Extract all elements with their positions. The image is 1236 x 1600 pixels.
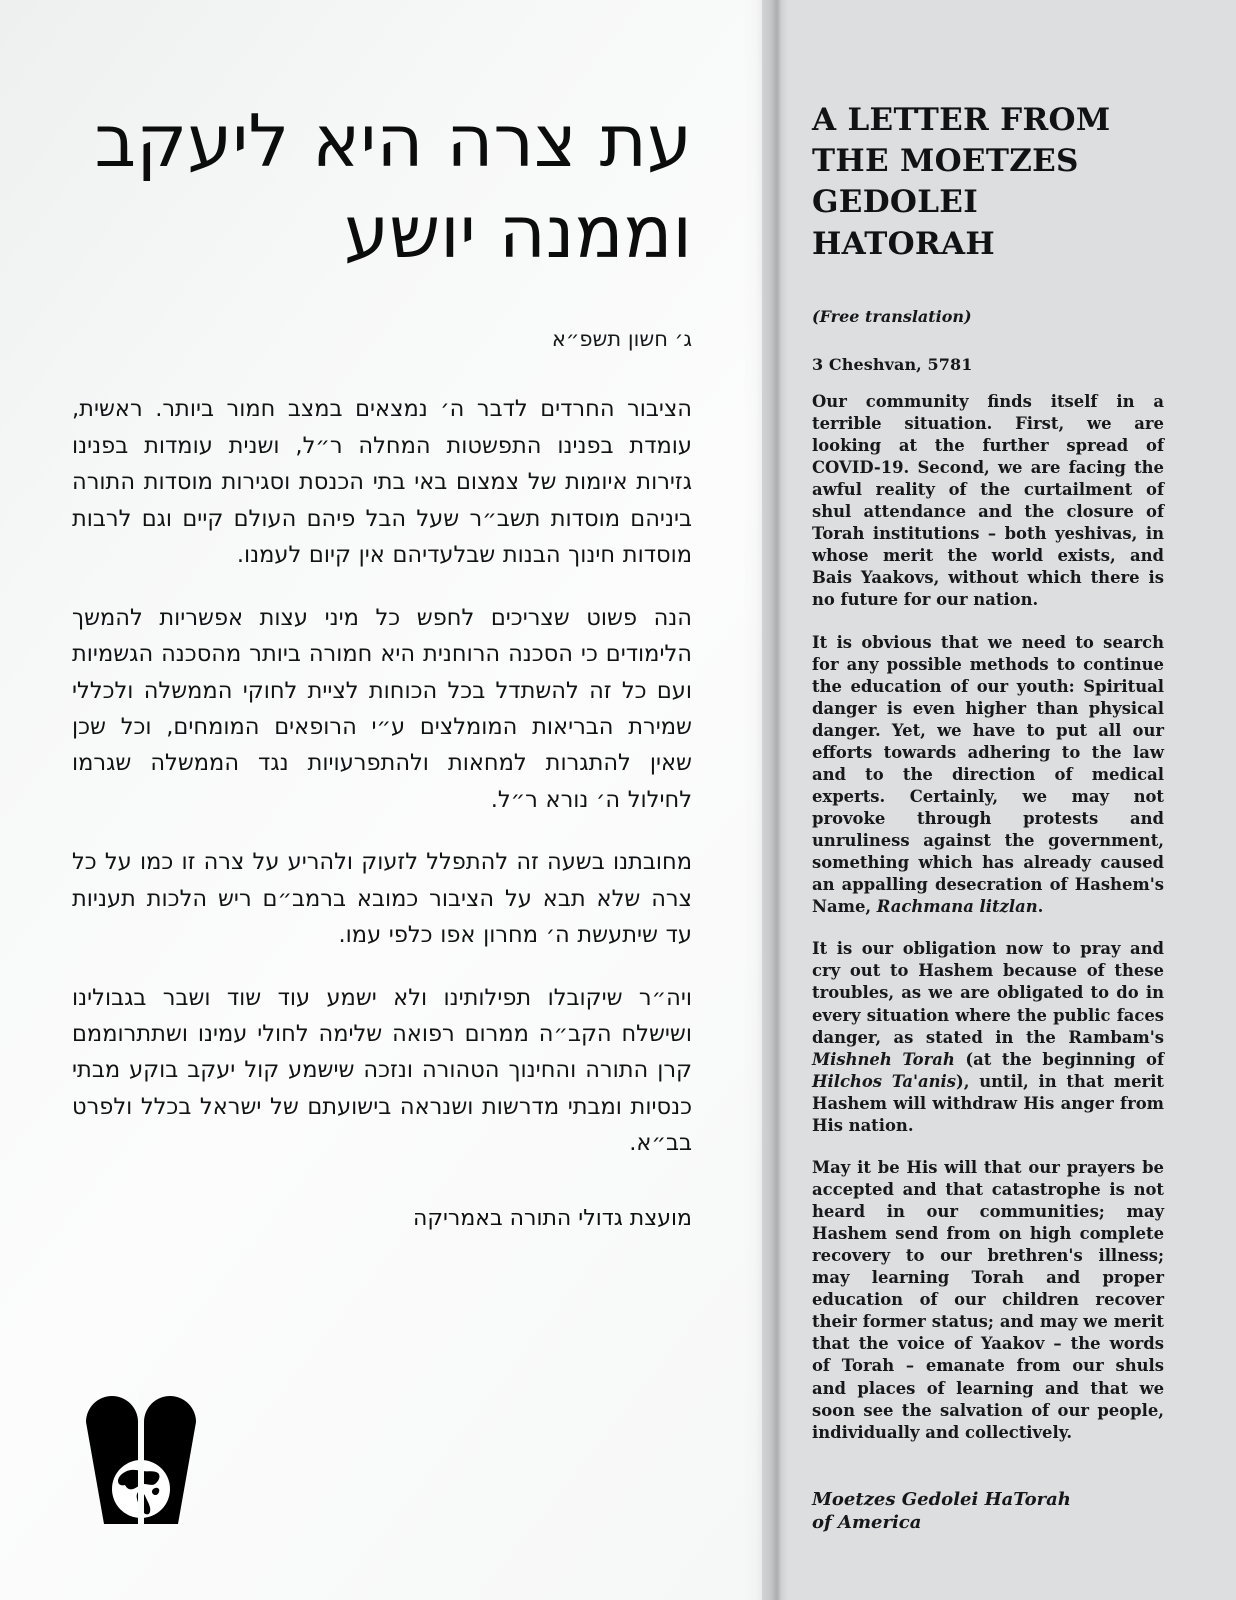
hebrew-body xyxy=(72,351,692,1161)
hebrew-headline: עת צרה היא ליעקב וממנה יושע xyxy=(94,99,692,274)
english-signature-line1: Moetzes Gedolei HaTorah xyxy=(812,1488,1071,1510)
english-body xyxy=(812,374,1164,1444)
english-headline: A LETTER FROM THE MOETZES GEDOLEI HATORAH xyxy=(812,102,1111,262)
english-paragraph: May it be His will that our prayers be accepted and that catastrophe is not heard in our communities; may Hashem send from on high complete recovery to our brethren's illness; may learning Torah and proper education of our children recover their former status; and may we merit that the voice of Yaakov – the words of Torah – emanate from our shuls and places of learning and that we soon see the salvation of our people, individually and collectively. xyxy=(812,1157,1164,1442)
english-paragraph: Our community finds itself in a terrible situation. First, we are looking at the further spread of COVID-19. Second, we are facing the awful reality of the curtailment of shul attendance and the closure of Torah institutions – both yeshivas, in whose merit the world exists, and Bais Yaakovs, without which there is no future for our nation. xyxy=(812,391,1164,610)
hebrew-paragraph: הנה פשוט שצריכים לחפש כל מיני עצות אפשריות להמשך הלימודים כי הסכנה הרוחנית היא חמורה ביותר מהסכנה הגשמיות ועם כל זה להשתדל בכל הכוחות לציית לחוקי הממשלה ולכללי שמירת הבריאות המומלצים ע״י הרופאים המומחים, וכל שכן שאין להתגרות למחאות ולהתפרעויות נגד הממשלה שגרמו לחילול ה׳ נורא ר״ל. xyxy=(72,604,692,813)
english-signature-line2: of America xyxy=(812,1512,922,1534)
agudah-logo xyxy=(82,1392,200,1524)
english-date: 3 Cheshvan, 5781 xyxy=(812,354,973,374)
hebrew-paragraph: ויה״ר שיקובלו תפילותינו ולא ישמע עוד שוד ושבר בגבולינו ושישלח הקב״ה ממרום רפואה שלימה לחולי עמינו ושתתרוממם קרן התורה והחינוך הטהורה ונזכה שישמע קול יעקב בוקע מבתי כנסיות ומבתי מדרשות ושנראה בישועתם של ישראל בכלל ולפרט בב״א. xyxy=(72,984,692,1157)
english-signature xyxy=(812,1464,1164,1535)
free-translation-note: (Free translation) xyxy=(812,306,972,326)
hebrew-paragraph: מחובתנו בשעה זה להתפלל לזעוק ולהריע על צרה זו כמו על כל צרה שלא תבא על הציבור כמובא ברמב״ם ריש הלכות תעניות עד שיתעשת ה׳ מחרון אפו כלפי עמו. xyxy=(72,849,692,949)
hebrew-paragraph: הציבור החרדים לדבר ה׳ נמצאים במצב חמור ביותר. ראשית, עומדת בפנינו התפשטות המחלה ר״ל, ושנית עומדות בפנינו גזירות איומות של צמצום באי בתי הכנסת וסגירות מוסדות התורה ביניהם מוסדות תשב״ר שעל הבל פיהם העולם קיים וגם לרבות מוסדות חינוך הבנות שבלעדיהם אין קיום לעמנו. xyxy=(72,396,692,569)
hebrew-content xyxy=(72,0,692,1600)
hebrew-date: ג׳ חשון תשפ״א xyxy=(551,327,692,352)
tablet-gap xyxy=(138,1392,144,1524)
english-paragraph: It is obvious that we need to search for any possible methods to continue the education of our youth: Spiritual danger is even higher than physical danger. Yet, we have to put all our efforts towards adhering to the law and to the direction of medical experts. Certainly, we may not provoke through protests and unruliness against the government, something which has already caused an appalling desecration of Hashem's Name, Rachmana litzlan. xyxy=(812,632,1164,917)
english-paragraph: It is our obligation now to pray and cry out to Hashem because of these troubles, as we are obligated to do in every situation where the public faces danger, as stated in the Rambam's Mishneh Torah (at the beginning of Hilchos Ta'anis), until, in that merit Hashem will withdraw His anger from His nation. xyxy=(812,939,1165,1135)
english-panel xyxy=(762,0,1236,1600)
english-content xyxy=(812,0,1164,1600)
hebrew-signature: מועצת גדולי התורה באמריקה xyxy=(413,1205,692,1231)
